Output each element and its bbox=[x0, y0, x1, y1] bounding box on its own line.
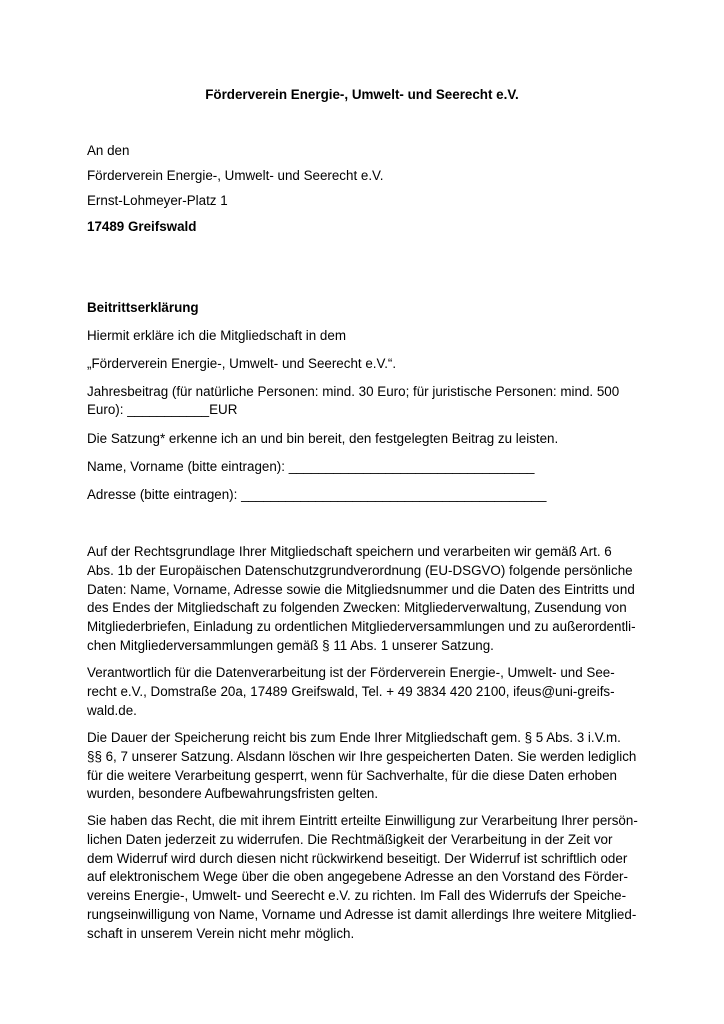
annual-fee-unit: EUR bbox=[209, 402, 238, 417]
paragraph-line: lichen Daten jederzeit zu widerrufen. Die Rechtmäßigkeit der Verarbeitung in der Zeit vor bbox=[87, 831, 613, 847]
annual-fee-text: Jahresbeitrag (für natürliche Personen: mind. 30 Euro; für juristische Personen: mind. 500 bbox=[87, 384, 620, 399]
paragraph-line: Daten: Name, Vorname, Adresse sowie die Mitgliedsnummer und die Daten des Eintritts und bbox=[87, 581, 635, 597]
paragraph-line: Die Dauer der Speicherung reicht bis zum Ende Ihrer Mitgliedschaft gem. § 5 Abs. 3 i.V.m. bbox=[87, 730, 621, 745]
address-blank-field[interactable]: _________________________________________ bbox=[241, 487, 547, 502]
name-entry bbox=[87, 459, 534, 474]
annual-fee-entry bbox=[87, 402, 237, 417]
recipient-line-salutation: An den bbox=[87, 143, 130, 158]
paragraph-line: Abs. 1b der Europäischen Datenschutzgrundverordnung (EU-DSGVO) folgende persönliche bbox=[87, 562, 633, 578]
declaration-association: „Förderverein Energie-, Umwelt- und Seerecht e.V.“. bbox=[87, 356, 397, 371]
paragraph-line: dem Widerruf wird durch diesen nicht rückwirkend beseitigt. Der Widerruf ist schriftlich oder bbox=[87, 850, 628, 866]
declaration-heading: Beitrittserklärung bbox=[87, 300, 199, 315]
statute-acceptance: Die Satzung* erkenne ich an und bin bereit, den festgelegten Beitrag zu leisten. bbox=[87, 431, 559, 446]
paragraph-line: rungseinwilligung von Name, Vorname und Adresse ist damit allerdings Ihre weitere Mitglied- bbox=[87, 906, 637, 922]
privacy-paragraph-legal-basis bbox=[87, 543, 647, 656]
paragraph-line: Mitgliederbriefen, Einladung zu ordentlichen Mitgliederversammlungen und zu außerordentli- bbox=[87, 619, 636, 635]
recipient-line-organization: Förderverein Energie-, Umwelt- und Seerecht e.V. bbox=[87, 168, 384, 183]
paragraph-line: chen Mitgliederversammlungen gemäß § 11 Abs. 1 unserer Satzung. bbox=[87, 637, 494, 653]
paragraph-line: Auf der Rechtsgrundlage Ihrer Mitgliedschaft speichern und verarbeiten wir gemäß Art. 6 bbox=[87, 544, 612, 559]
paragraph-line: wald.de. bbox=[87, 702, 137, 718]
paragraph-line: auf elektronischem Wege über die oben angegebene Adresse an den Vorstand des Förder- bbox=[87, 869, 628, 885]
annual-fee-blank-field[interactable]: ___________ bbox=[127, 402, 210, 417]
paragraph-line: des Endes der Mitgliedschaft zu folgenden Zwecken: Mitgliederverwaltung, Zusendung von bbox=[87, 600, 627, 616]
address-label: Adresse (bitte eintragen): bbox=[87, 487, 242, 502]
annual-fee-prefix: Euro): bbox=[87, 402, 128, 417]
document-title: Förderverein Energie-, Umwelt- und Seerecht e.V. bbox=[205, 87, 519, 102]
address-entry bbox=[87, 487, 546, 502]
paragraph-line: Sie haben das Recht, die mit ihrem Eintritt erteilte Einwilligung zur Verarbeitung Ihrer persön- bbox=[87, 813, 638, 828]
declaration-intro: Hiermit erkläre ich die Mitgliedschaft in dem bbox=[87, 328, 346, 343]
paragraph-line: vereins Energie-, Umwelt- und Seerecht e.V. zu richten. Im Fall des Widerrufs der Speiche- bbox=[87, 888, 627, 904]
privacy-paragraph-revocation bbox=[87, 812, 647, 944]
paragraph-line: wurden, besondere Aufbewahrungsfristen gelten. bbox=[87, 786, 379, 802]
paragraph-line: für die weitere Verarbeitung gesperrt, wenn für Sachverhalte, für die diese Daten erhoben bbox=[87, 767, 617, 783]
name-label: Name, Vorname (bitte eintragen): bbox=[87, 459, 289, 474]
recipient-line-city: 17489 Greifswald bbox=[87, 219, 197, 234]
paragraph-line: schaft in unserem Verein nicht mehr möglich. bbox=[87, 925, 355, 941]
recipient-line-street: Ernst-Lohmeyer-Platz 1 bbox=[87, 193, 228, 208]
name-blank-field[interactable]: _________________________________ bbox=[288, 459, 535, 474]
privacy-paragraph-controller bbox=[87, 664, 647, 720]
paragraph-line: §§ 6, 7 unserer Satzung. Alsdann löschen wir Ihre gespeicherten Daten. Sie werden lediglich bbox=[87, 748, 637, 764]
privacy-paragraph-retention bbox=[87, 729, 647, 804]
paragraph-line: recht e.V., Domstraße 20a, 17489 Greifswald, Tel. + 49 3834 420 2100, ifeus@uni-greifs- bbox=[87, 683, 615, 699]
paragraph-line: Verantwortlich für die Datenverarbeitung ist der Förderverein Energie-, Umwelt- und See- bbox=[87, 665, 615, 680]
